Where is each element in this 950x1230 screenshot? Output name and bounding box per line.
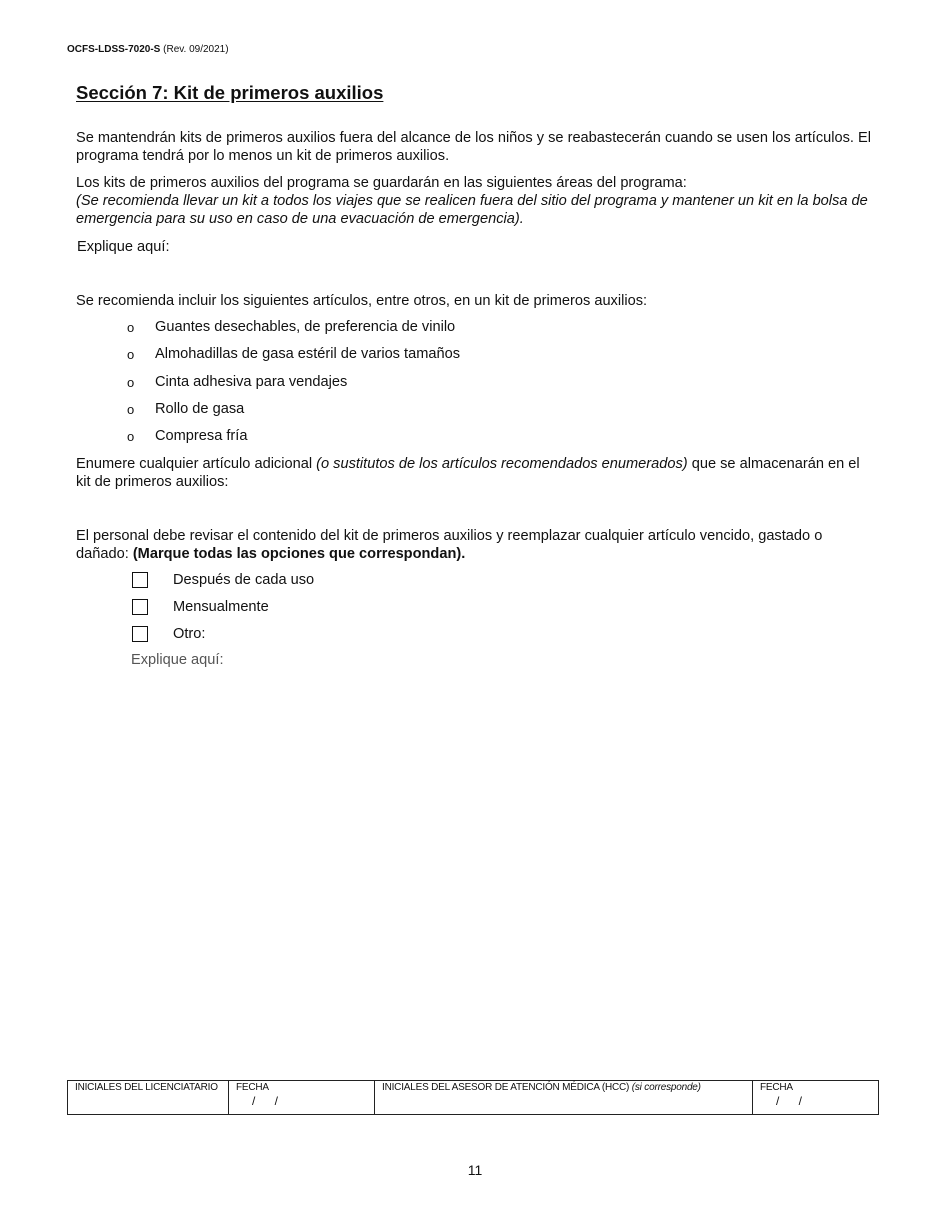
bullet-circle-icon: o <box>127 374 135 390</box>
page-number: 11 <box>467 1162 483 1178</box>
option-label: Después de cada uso <box>173 572 315 588</box>
list-item-text: Guantes desechables, de preferencia de vinilo <box>155 319 456 335</box>
intro-paragraph: Se mantendrán kits de primeros auxilios fuera del alcance de los niños y se reabastecerán cuando se usen los artículos. El programa tendrá por lo menos un kit de primeros auxilios. <box>76 130 871 164</box>
form-identifier <box>67 44 229 55</box>
date-label: FECHA <box>760 1082 793 1093</box>
option-label: Mensualmente <box>173 599 269 615</box>
explain-field-other[interactable]: Explique aquí: <box>131 652 224 668</box>
list-item-text: Almohadillas de gasa estéril de varios tamaños <box>155 346 461 363</box>
checkbox-after-each-use[interactable] <box>132 572 148 588</box>
hcc-date-field[interactable] <box>753 1081 879 1115</box>
staff-review-paragraph <box>76 527 876 563</box>
storage-paragraph <box>76 174 876 228</box>
section-title: Sección 7: Kit de primeros auxilios <box>76 82 384 103</box>
list-item-text: Rollo de gasa <box>155 400 245 417</box>
staff-review-instruction: (Marque todas las opciones que correspondan). <box>132 546 466 562</box>
checkbox-other[interactable] <box>132 626 148 642</box>
bullet-circle-icon: o <box>127 401 135 417</box>
option-label: Otro: <box>173 626 206 642</box>
list-item-text: Cinta adhesiva para vendajes <box>155 373 348 390</box>
explain-field-storage[interactable]: Explique aquí: <box>77 239 170 255</box>
bullet-circle-icon: o <box>127 320 135 335</box>
additional-items-note: (o sustitutos de los artículos recomendados enumerados) <box>316 456 688 472</box>
bullet-circle-icon: o <box>127 429 135 445</box>
additional-items-paragraph <box>76 455 876 491</box>
hcc-initials-field[interactable] <box>375 1081 753 1115</box>
recommend-intro: Se recomienda incluir los siguientes artículos, entre otros, en un kit de primeros auxilios: <box>76 293 648 309</box>
licensee-initials-field[interactable] <box>68 1081 229 1115</box>
additional-items-text-end: que se almacenarán en el kit de primeros auxilios: <box>76 456 860 490</box>
revision-date: (Rev. 09/2021) <box>163 44 229 55</box>
bullet-circle-icon: o <box>127 347 135 363</box>
list-item-text: Compresa fría <box>155 428 248 445</box>
hcc-note: (si corresponde) <box>631 1082 701 1093</box>
licensee-initials-label: INICIALES DEL LICENCIATARIO <box>75 1082 218 1093</box>
additional-items-text: Enumere cualquier artículo adicional <box>76 456 317 472</box>
signature-table <box>67 1080 879 1115</box>
date-slashes: / / <box>776 1094 811 1108</box>
storage-recommendation: (Se recomienda llevar un kit a todos los viajes que se realicen fuera del sitio del programa y mantener un kit en la bolsa de emergencia para su uso en caso de una evacuación de emergencia). <box>76 193 868 227</box>
form-number: OCFS-LDSS-7020-S <box>67 44 161 55</box>
hcc-initials-label: INICIALES DEL ASESOR DE ATENCIÓN MÉDICA (HCC) <box>382 1082 632 1093</box>
date-slashes: / / <box>252 1094 287 1108</box>
storage-text: Los kits de primeros auxilios del programa se guardarán en las siguientes áreas del programa: <box>76 175 687 191</box>
checkbox-monthly[interactable] <box>132 599 148 615</box>
staff-review-text: El personal debe revisar el contenido del kit de primeros auxilios y reemplazar cualquier artículo vencido, gastado o dañado: <box>76 528 823 562</box>
licensee-date-field[interactable] <box>229 1081 375 1115</box>
date-label: FECHA <box>236 1082 269 1093</box>
